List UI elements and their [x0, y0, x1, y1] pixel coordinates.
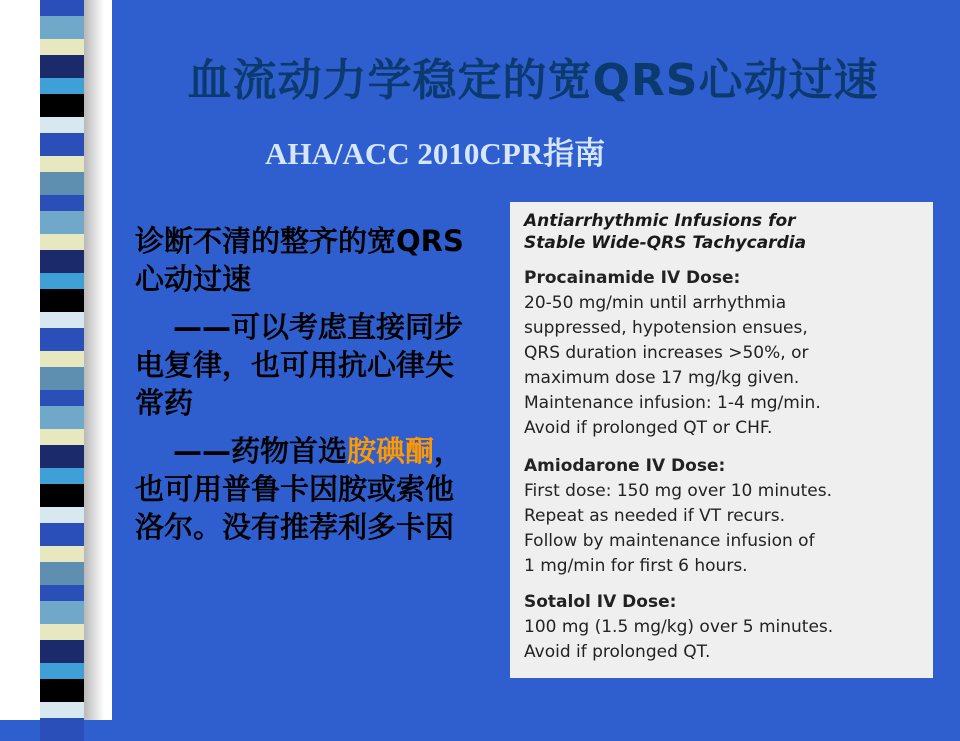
- body-line-3: ——药物首选胺碘酮，也可用普鲁卡因胺或索他洛尔。没有推荐利多卡因: [135, 434, 464, 544]
- stripe-segment: [40, 0, 84, 16]
- stripe-shadow: [84, 0, 104, 720]
- procainamide-line: Maintenance infusion: 1-4 mg/min.: [524, 393, 821, 413]
- stripe-segment: [40, 468, 84, 484]
- stripe-segment: [40, 523, 84, 546]
- slide-title: 血流动力学稳定的宽QRS心动过速: [187, 55, 879, 106]
- stripe-segment: [40, 406, 84, 429]
- stripe-segment: [40, 133, 84, 156]
- stripe-segment: [40, 273, 84, 289]
- box-title: Antiarrhythmic Infusions for Stable Wide-QRS Tachycardia: [524, 211, 807, 253]
- stripe-segment: [40, 624, 84, 640]
- stripe-segment: [40, 679, 84, 702]
- stripe-segment: [40, 211, 84, 234]
- procainamide-line: suppressed, hypotension ensues,: [524, 318, 808, 338]
- stripe-segment: [40, 78, 84, 94]
- stripe-segment: [40, 312, 84, 328]
- stripe-segment: [40, 55, 84, 78]
- stripe-segment: [40, 702, 84, 718]
- stripe-segment: [40, 484, 84, 507]
- stripe-segment: [40, 351, 84, 367]
- stripe-segment: [40, 117, 84, 133]
- body-text-block: [135, 222, 480, 556]
- sotalol-section: [524, 590, 833, 665]
- stripe-segment: [40, 640, 84, 663]
- stripe-segment: [40, 429, 84, 445]
- stripe-segment: [40, 16, 84, 39]
- procainamide-line: QRS duration increases >50%, or: [524, 343, 809, 363]
- procainamide-line: 20-50 mg/min until arrhythmia: [524, 293, 787, 313]
- stripe-segment: [40, 663, 84, 679]
- stripe-segment: [40, 718, 84, 741]
- stripe-segment: [40, 507, 84, 523]
- stripe-segment: [40, 367, 84, 390]
- guideline-dosing-box: [510, 202, 933, 678]
- amiodarone-line: Repeat as needed if VT recurs.: [524, 506, 786, 526]
- stripe-segment: [40, 445, 84, 468]
- stripe-segment: [40, 172, 84, 195]
- stripe-segment: [40, 234, 84, 250]
- sotalol-line: 100 mg (1.5 mg/kg) over 5 minutes.: [524, 617, 834, 637]
- stripe-segment: [40, 390, 84, 406]
- amiodarone-line: Follow by maintenance infusion of: [524, 531, 815, 551]
- amiodarone-heading: Amiodarone IV Dose:: [524, 456, 726, 476]
- stripe-segment: [40, 546, 84, 562]
- stripe-segment: [40, 195, 84, 211]
- stripe-segment: [40, 585, 84, 601]
- procainamide-heading: Procainamide IV Dose:: [524, 268, 741, 288]
- amiodarone-line: First dose: 150 mg over 10 minutes.: [524, 481, 832, 501]
- stripe-segment: [40, 289, 84, 312]
- amiodarone-section: [524, 454, 832, 579]
- procainamide-line: maximum dose 17 mg/kg given.: [524, 368, 800, 388]
- highlight-drug: 胺碘酮: [347, 434, 435, 468]
- stripe-segment: [40, 39, 84, 55]
- slide-subtitle: AHA/ACC 2010CPR指南: [265, 136, 606, 171]
- sotalol-line: Avoid if prolonged QT.: [524, 642, 711, 662]
- body-line-2: ——可以考虑直接同步电复律，也可用抗心律失常药: [135, 310, 464, 420]
- body-line-1: 诊断不清的整齐的宽QRS心动过速: [135, 224, 464, 296]
- striped-decoration-bar: [40, 0, 84, 720]
- procainamide-section: [524, 266, 821, 441]
- stripe-segment: [40, 94, 84, 117]
- stripe-segment: [40, 156, 84, 172]
- sotalol-heading: Sotalol IV Dose:: [524, 592, 677, 612]
- stripe-segment: [40, 601, 84, 624]
- stripe-segment: [40, 562, 84, 585]
- stripe-segment: [40, 250, 84, 273]
- procainamide-line: Avoid if prolonged QT or CHF.: [524, 418, 773, 438]
- amiodarone-line: 1 mg/min for first 6 hours.: [524, 556, 748, 576]
- stripe-segment: [40, 328, 84, 351]
